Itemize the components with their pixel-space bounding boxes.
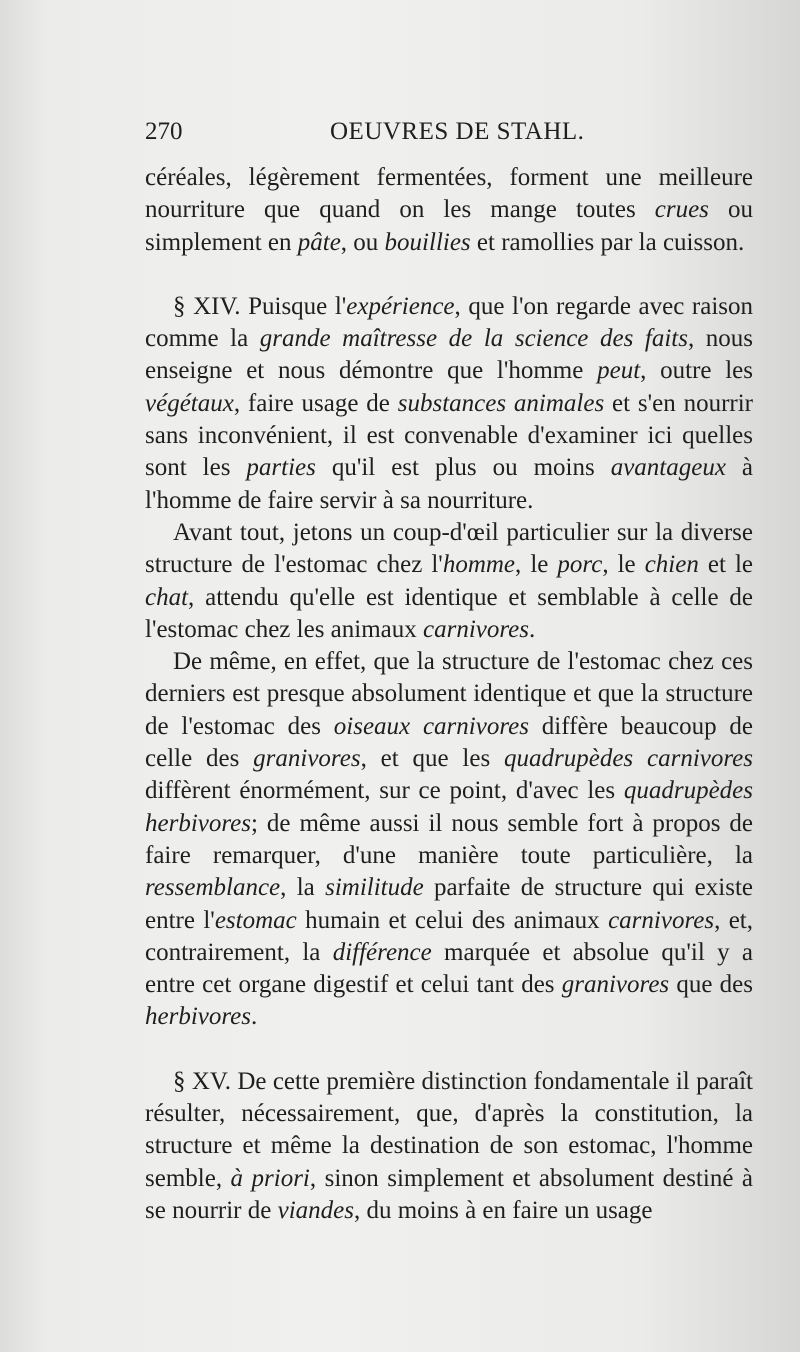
text-run: humain et celui des animaux bbox=[296, 906, 609, 934]
text-run: qu'il est plus ou moins bbox=[315, 454, 611, 482]
text-run: , le bbox=[515, 551, 558, 579]
italic-text: chat bbox=[145, 583, 189, 611]
text-run: céréales, légèrement fermentées, forment une meilleure nourriture que quand on les mange toutes bbox=[145, 164, 753, 224]
italic-text: chien bbox=[644, 551, 699, 579]
text-run: , ou bbox=[340, 228, 385, 256]
text-run: , et, contrairement, la bbox=[145, 906, 754, 966]
text-run: , faire usage de bbox=[233, 389, 398, 417]
paragraph bbox=[145, 517, 753, 646]
italic-text: crues bbox=[654, 196, 709, 224]
italic-text: à priori bbox=[230, 1164, 310, 1192]
text-run: . bbox=[251, 1003, 258, 1031]
page-header bbox=[145, 118, 755, 154]
text-run: parfaite de structure qui existe entre l' bbox=[145, 874, 753, 934]
page-number: 270 bbox=[145, 118, 183, 145]
text-run: ; de même aussi il nous semble fort à propos de faire remarquer, d'une manière toute particulière, la bbox=[145, 809, 753, 869]
italic-text: herbivores bbox=[145, 1003, 251, 1031]
text-run: à l'homme de faire servir à sa nourriture. bbox=[145, 454, 753, 514]
italic-text: ressemblance bbox=[145, 874, 281, 902]
italic-text: oiseaux carnivores bbox=[333, 712, 529, 740]
italic-text: granivores bbox=[253, 745, 361, 773]
italic-text: avantageux bbox=[610, 454, 726, 482]
text-run: diffèrent énormément, sur ce point, d'avec les bbox=[145, 777, 624, 805]
text-run: , sinon simplement et absolument destiné à se nourrir de bbox=[145, 1164, 753, 1224]
text-run: , la bbox=[280, 874, 326, 902]
italic-text: similitude bbox=[325, 874, 424, 902]
text-run: , et que les bbox=[360, 745, 505, 773]
italic-text: expérience bbox=[346, 292, 455, 320]
body-text bbox=[145, 162, 753, 1227]
italic-text: carnivores bbox=[608, 906, 715, 934]
italic-text: substances animales bbox=[397, 389, 605, 417]
text-run: , attendu qu'elle est identique et semblable à celle de l'estomac chez les animaux bbox=[145, 583, 753, 643]
running-title: OEUVRES DE STAHL. bbox=[330, 118, 585, 145]
text-run: ou simplement en bbox=[145, 196, 753, 256]
text-run: § XV. De cette première distinction fondamentale il paraît résulter, nécessairement, que, d'après la constitution, la structure et même la destination de son estomac, l'homme semble, bbox=[145, 1067, 753, 1192]
text-run: De même, en effet, que la structure de l'estomac chez ces derniers est presque absolument identique et que la structure de l'estomac des bbox=[145, 648, 753, 740]
text-run: et le bbox=[698, 551, 753, 579]
text-run: . bbox=[529, 615, 536, 643]
text-run: , du moins à en faire un usage bbox=[353, 1196, 653, 1224]
italic-text: parties bbox=[246, 454, 316, 482]
text-run: , outre les bbox=[640, 357, 753, 385]
text-run: diffère beaucoup de celle des bbox=[145, 712, 753, 773]
paragraph bbox=[145, 291, 753, 517]
italic-text: quadrupèdes herbivores bbox=[145, 777, 753, 837]
text-run: marquée et absolue qu'il y a entre cet organe digestif et celui tant des bbox=[145, 938, 753, 999]
italic-text: estomac bbox=[214, 906, 297, 934]
italic-text: quadrupèdes carnivores bbox=[504, 745, 753, 773]
italic-text: grande maîtresse de la science des faits bbox=[259, 325, 688, 353]
italic-text: viandes bbox=[277, 1196, 354, 1224]
paragraph bbox=[145, 646, 753, 1034]
italic-text: porc bbox=[557, 551, 603, 579]
italic-text: carnivores bbox=[423, 615, 530, 643]
text-run: , le bbox=[602, 551, 645, 579]
italic-text: peut bbox=[597, 357, 641, 385]
text-run: que des bbox=[669, 971, 753, 999]
italic-text: bouillies bbox=[384, 228, 471, 256]
text-run: et ramollies par la cuisson. bbox=[470, 228, 745, 256]
paragraph bbox=[145, 1066, 753, 1227]
text-run: Avant tout, jetons un coup-d'œil particulier sur la diverse structure de l'estomac chez l' bbox=[145, 518, 753, 579]
italic-text: pâte bbox=[297, 228, 341, 256]
italic-text: homme bbox=[442, 551, 516, 579]
text-run: et s'en nourrir sans inconvénient, il est convenable d'examiner ici quelles sont les bbox=[145, 389, 753, 482]
paragraph bbox=[145, 162, 753, 259]
italic-text: granivores bbox=[561, 971, 670, 999]
italic-text: végétaux bbox=[145, 389, 234, 417]
text-run: , nous enseigne et nous démontre que l'homme bbox=[145, 325, 753, 385]
text-run: , que l'on regarde avec raison comme la bbox=[145, 292, 753, 353]
italic-text: différence bbox=[332, 938, 432, 966]
text-run: § XIV. Puisque l' bbox=[173, 292, 347, 320]
